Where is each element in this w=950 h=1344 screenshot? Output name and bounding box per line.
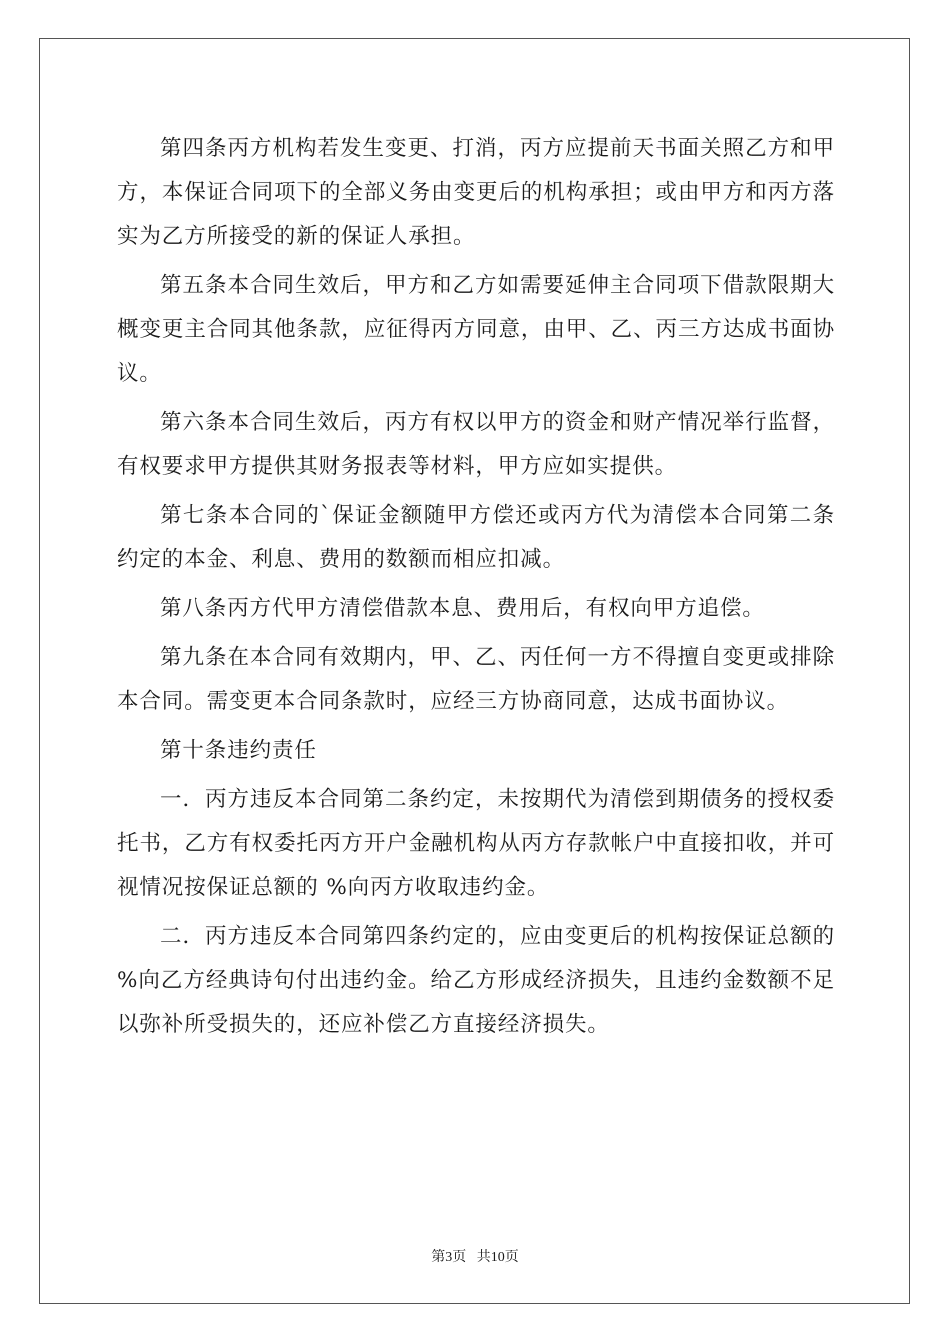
page-number: 第3页	[431, 1250, 467, 1265]
paragraph-article-6: 第六条本合同生效后，丙方有权以甲方的资金和财产情况举行监督，有权要求甲方提供其财务报表等材料，甲方应如实提供。	[117, 410, 835, 479]
paragraph-article-4: 第四条丙方机构若发生变更、打消，丙方应提前天书面关照乙方和甲方，本保证合同项下的全部义务由变更后的机构承担；或由甲方和丙方落实为乙方所接受的新的保证人承担。	[117, 136, 835, 249]
paragraph-article-5: 第五条本合同生效后，甲方和乙方如需要延伸主合同项下借款限期大概变更主合同其他条款，应征得丙方同意，由甲、乙、丙三方达成书面协议。	[117, 273, 835, 386]
paragraph-article-10-heading: 第十条违约责任	[160, 738, 317, 763]
page-total: 共10页	[476, 1250, 519, 1265]
paragraph-article-7: 第七条本合同的`保证金额随甲方偿还或丙方代为清偿本合同第二条约定的本金、利息、费用的数额而相应扣减。	[117, 503, 835, 572]
paragraph-article-9: 第九条在本合同有效期内，甲、乙、丙任何一方不得擅自变更或排除本合同。需变更本合同条款时，应经三方协商同意，达成书面协议。	[117, 645, 835, 714]
paragraph-clause-2: 二．丙方违反本合同第四条约定的，应由变更后的机构按保证总额的 %向乙方经典诗句付出违约金。给乙方形成经济损失，且违约金数额不足以弥补所受损失的，还应补偿乙方直接经济损失。	[117, 924, 835, 1037]
paragraph-article-8: 第八条丙方代甲方清偿借款本息、费用后，有权向甲方追偿。	[160, 596, 765, 621]
paragraph-clause-1: 一．丙方违反本合同第二条约定，未按期代为清偿到期债务的授权委托书，乙方有权委托丙方开户金融机构从丙方存款帐户中直接扣收，并可视情况按保证总额的 %向丙方收取违约金。	[117, 787, 835, 900]
page-footer	[0, 1246, 950, 1266]
document-body	[117, 127, 835, 1052]
